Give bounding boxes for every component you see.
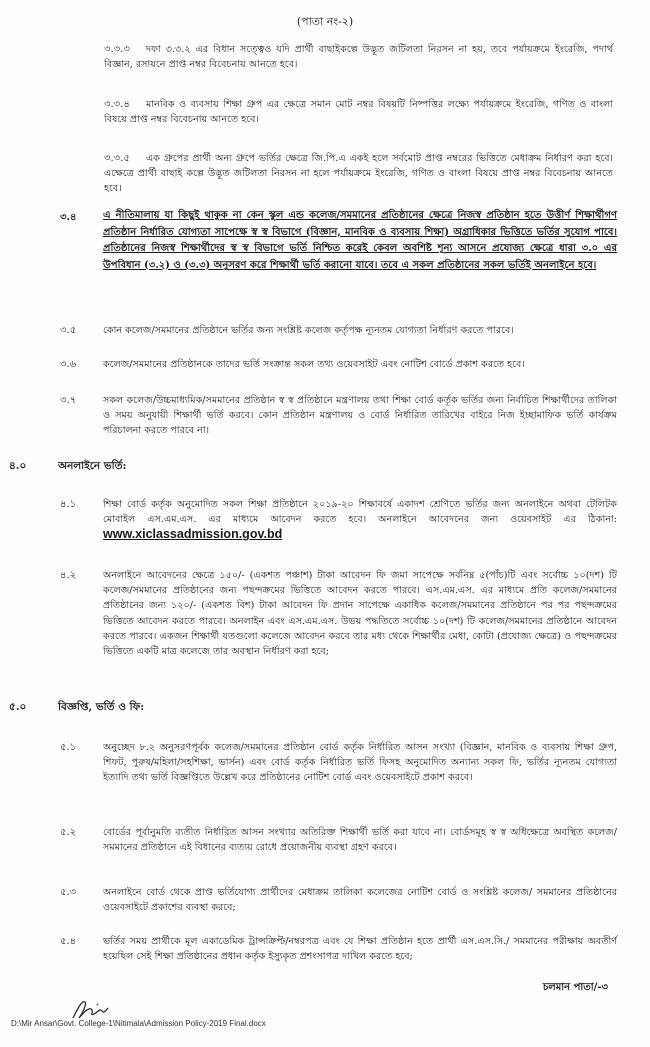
- clause-number: ৩.৩.৫: [104, 153, 130, 164]
- continued-page-note: চলমান পাতা/-৩: [542, 982, 608, 993]
- clause-number: ৫.২: [60, 827, 77, 838]
- page-number: (পাতা নং-২): [296, 15, 354, 28]
- clause-text-body: শিক্ষা বোর্ড কর্তৃক অনুমোদিত সকল শিক্ষা প্রতিষ্ঠানে ২০১৯-২০ শিক্ষাবর্ষে একাদশ শ্রেণিতে ভর্তির জন্য অনলাইনে অথবা টেলিটক মোবাইল এস.এম.এস. এর মাধ্যমে আবেদন করতে হবে। অনলাইনে আবেদনের জন্য ওয়েবসাইট এর ঠিকানা:: [103, 499, 617, 526]
- clause-number: ৩.৭: [60, 395, 77, 406]
- clause-text: বোর্ডের পূর্বানুমতি ব্যতীত নির্ধারিত আসন সংখ্যার অতিরিক্ত শিক্ষার্থী ভর্তি করা যাবে না। বোর্ডসমূহ স্ব স্ব অধিক্ষেত্রে অবস্থিত কলেজ/সমমানের প্রতিষ্ঠানে এই বিধানের ব্যত্যয় রোধে প্রয়োজনীয় ব্যবস্থা গ্রহণ করবে।: [103, 827, 617, 854]
- file-path-footer: D:\Mir Ansar\Govt. College-1\Nitimala\Admission Policy-2019 Final.docx: [11, 1019, 266, 1028]
- section-title: অনলাইনে ভর্তি:: [58, 460, 127, 472]
- clause-text: অনলাইনে বোর্ড থেকে প্রাপ্ত ভর্তিযোগ্য প্রার্থীদের মেধাক্রম তালিকা কলেজের নোটিশ বোর্ড ও সংশ্লিষ্ট কলেজ/ সমমানের প্রতিষ্ঠানের ওয়েবসাইটে প্রকাশের ব্যবস্থা করবে;: [103, 887, 617, 914]
- clause-text: ভর্তির সময় প্রার্থীকে মূল একাডেমিক ট্রান্সক্রিপ্ট/নম্বরপত্র এবং যে শিক্ষা প্রতিষ্ঠান হতে প্রার্থী এস.এস.সি./ সমমানের পরীক্ষায় অবতীর্ণ হয়েছিল সেই শিক্ষা প্রতিষ্ঠানের প্রধান কর্তৃক ইস্যুকৃত প্রশংসাপত্র দাখিল করতে হবে;: [103, 936, 617, 963]
- clause-text: কলেজ/সমমানের প্রতিষ্ঠানকে তাদের ভর্তি সংক্রান্ত সকল তথ্য ওয়েবসাইট এবং নোটিশ বোর্ডে প্রকাশ করতে হবে।: [103, 359, 525, 370]
- clause-number: ৩.৫: [60, 325, 77, 336]
- clause-number: ৪.১: [60, 499, 77, 510]
- clause-number: ৩.৩.৩: [104, 44, 130, 55]
- admission-website-link[interactable]: www.xiclassadmission.gov.bd: [103, 527, 283, 542]
- clause-number: ৩.৪: [60, 212, 77, 223]
- clause-text: সকল কলেজ/উচ্চমাধ্যমিক/সমমানের প্রতিষ্ঠান স্ব স্ব প্রতিষ্ঠানে মন্ত্রণালয় তথা শিক্ষা বোর্ড কর্তৃক ভর্তির জন্য নির্বাচিত শিক্ষার্থীদের তালিকা ও সময় অনুযায়ী শিক্ষার্থী ভর্তি করবে। কোন প্রতিষ্ঠান মন্ত্রণালয় ও বোর্ড নির্ধারিত তারিখের বাইরে নিজ ইচ্ছামাফিক ভর্তি কার্যক্রম পরিচালনা করতে পারবে না।: [103, 395, 617, 437]
- clause-number: ৩.৩.৪: [104, 99, 130, 110]
- clause-text: দফা ৩.৩.২ এর বিধান সত্ত্বেও যদি প্রার্থী বাছাইকল্পে উদ্ভূত জটিলতা নিরসন না হয়, তবে পর্যায়ক্রমে ইংরেজি, পদার্থ বিজ্ঞান, রসায়নে প্রাপ্ত নম্বর বিবেচনায় আনতে হবে।: [104, 44, 613, 71]
- clause-text: অনুচ্ছেদ ৮.২ অনুসরণপূর্বক কলেজ/সমমানের প্রতিষ্ঠান বোর্ড কর্তৃক নির্ধারিত আসন সংখ্যা (বিজ্ঞান, মানবিক ও ব্যবসায় শিক্ষা গ্রুপ, শিফট, পুরুষ/মহিলা/সহশিক্ষা, ভার্সন) এবং বোর্ড কর্তৃক নির্ধারিত ভর্তি ফিসহ অনুমোদিত অন্যান্য সকল ফি, ভর্তির ন্যূনতম যোগ্যতা ইত্যাদি তথ্য ভর্তি বিজ্ঞপ্তিতে উল্লেখ করে প্রতিষ্ঠানের নোটিশ বোর্ড এবং ওয়েবসাইটে প্রকাশ করবে।: [103, 742, 617, 784]
- clause-text: কোন কলেজ/সমমানের প্রতিষ্ঠানে ভর্তির জন্য সংশ্লিষ্ট কলেজ কর্তৃপক্ষ ন্যূনতম যোগ্যতা নির্ধারণ করতে পারবে।: [103, 325, 514, 336]
- clause-text: [103, 497, 617, 544]
- clause-number: ৩.৬: [60, 359, 77, 370]
- section-number: ৪.০: [9, 460, 27, 472]
- section-title: বিজ্ঞপ্তি, ভর্তি ও ফি:: [58, 701, 145, 713]
- clause-text: এক গ্রুপের প্রার্থী অন্য গ্রুপে ভর্তির ক্ষেত্রে জি.পি.এ একই হলে সর্বমোট প্রাপ্ত নম্বরের ভিত্তিতে মেধাক্রম নির্ধারণ করা হবে। এক্ষেত্রে প্রার্থী বাছাই কল্পে উদ্ভূত জটিলতা নিরসন না হলে পর্যায়ক্রমে ইংরেজি, গণিত ও বাংলা বিষয়ে প্রাপ্ত নম্বর বিবেচনায় আনতে হবে।: [104, 153, 613, 195]
- clause-number: ৪.২: [60, 570, 77, 581]
- clause-number: ৫.৩: [60, 887, 77, 898]
- clause-text-emphasized: এ নীতিমালায় যা কিছুই থাকুক না কেন স্কুল এন্ড কলেজ/সমমানের প্রতিষ্ঠানের ক্ষেত্রে নিজস্ব প্রতিষ্ঠান হতে উত্তীর্ণ শিক্ষার্থীগণ প্রতিষ্ঠান নির্ধারিত যোগ্যতা সাপেক্ষে স্ব স্ব বিভাগে (বিজ্ঞান, মানবিক ও ব্যবসায় শিক্ষা) অগ্রাধিকার ভিত্তিতে ভর্তির সুযোগ পাবে। প্রতিষ্ঠানের নিজস্ব শিক্ষার্থীদের স্ব স্ব বিভাগে ভর্তি নিশ্চিত করেই কেবল অবশিষ্ট শূন্য আসনে প্রযোজ্য ক্ষেত্রে ধারা ৩.০ এর উপবিধান (৩.২) ও (৩.৩) অনুসরণ করে শিক্ষার্থী ভর্তি করানো যাবে। তবে এ সকল প্রতিষ্ঠানের সকল ভর্তিই অনলাইনে হবে।: [103, 210, 617, 271]
- clause-number: ৫.৪: [60, 936, 77, 947]
- clause-number: ৫.১: [60, 742, 77, 753]
- clause-text: মানবিক ও ব্যবসায় শিক্ষা গ্রুপ এর ক্ষেত্রে সমান মোট নম্বর বিষয়টি নিষ্পত্তির লক্ষ্যে পর্যায়ক্রমে ইংরেজি, গণিত ও বাংলা বিষয়ে প্রাপ্ত নম্বর বিবেচনায় আনতে হবে।: [104, 99, 613, 126]
- clause-text: অনলাইনে আবেদনের ক্ষেত্রে ১৫০/- (একশত পঞ্চাশ) টাকা আবেদন ফি জমা সাপেক্ষে সর্বনিম্ন ৫(পাঁচ)টি এবং সর্বোচ্চ ১০(দশ) টি কলেজ/সমমানের প্রতিষ্ঠানের জন্য পছন্দক্রমের ভিত্তিতে আবেদন করতে পারবে। এস.এম.এস. এর মাধ্যমে প্রতি কলেজ/সমমানের প্রতিষ্ঠানের জন্য ১২০/- (একশত বিশ) টাকা আবেদন ফি প্রদান সাপেক্ষে একাধিক কলেজ/সমমানের প্রতিষ্ঠানে পর পর পছন্দক্রমের ভিত্তিতে আবেদন করতে পারবে। অনলাইন এবং এস.এম.এস. উভয় পদ্ধতিতে সর্বোচ্চ ১০(দশ) টি কলেজ/সমমানের প্রতিষ্ঠানে আবেদন করতে পারবে। একজন শিক্ষার্থী যতগুলো কলেজে আবেদন করবে তার মধ্য থেকে শিক্ষার্থীর মেধা, কোটা (প্রযোজ্য ক্ষেত্রে) ও পছন্দক্রমের ভিত্তিতে একটি মাত্র কলেজে তার অবস্থান নির্ধারণ করা হবে;: [103, 570, 617, 658]
- section-number: ৫.০: [9, 701, 27, 713]
